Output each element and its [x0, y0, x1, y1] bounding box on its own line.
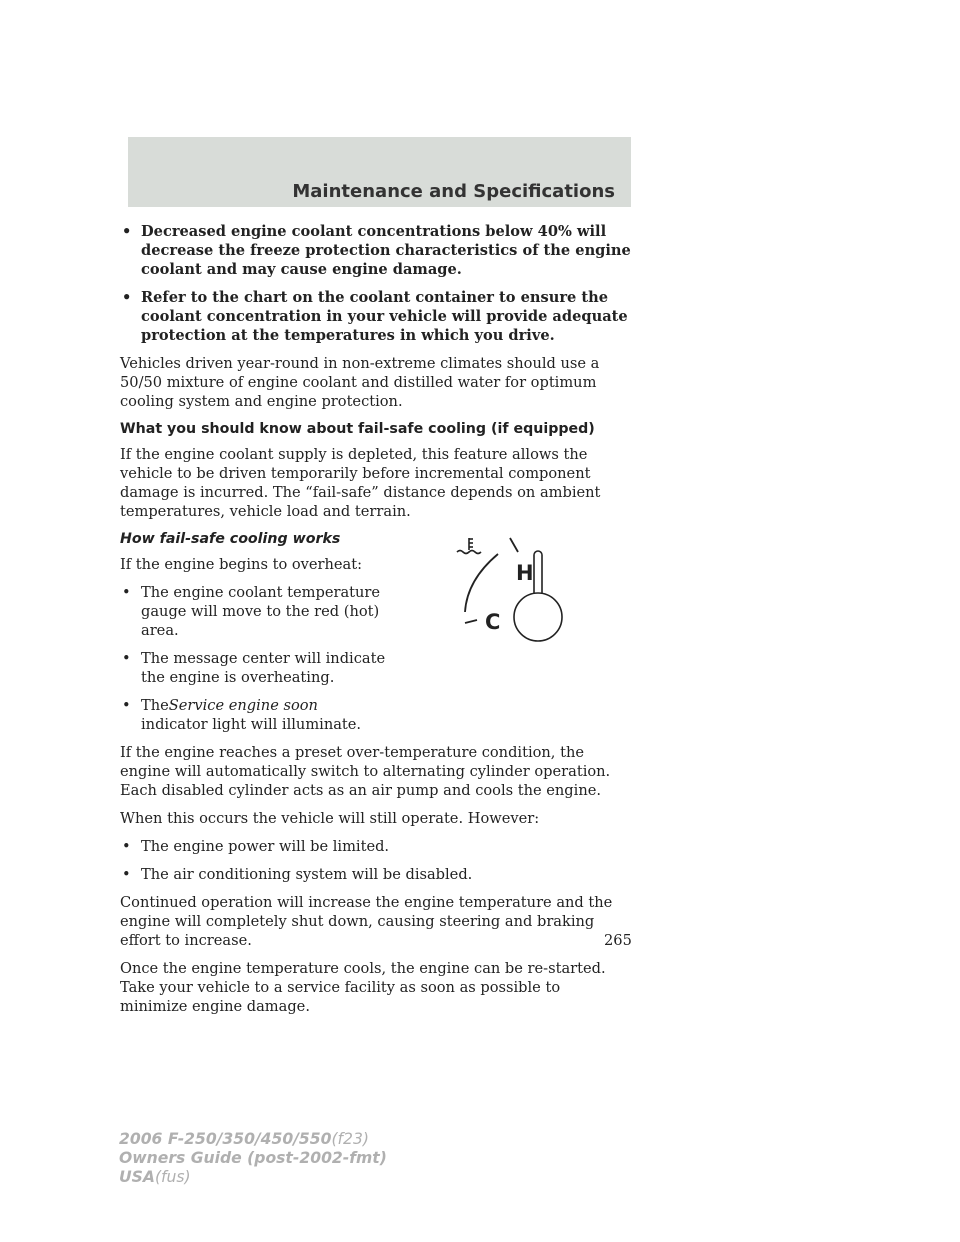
bullet-marker: •	[122, 223, 132, 240]
bullet-marker: •	[122, 289, 132, 306]
bullet-marker: •	[122, 838, 131, 855]
section-title: Maintenance and Specifications	[292, 181, 615, 202]
bullet-text: Decreased engine coolant concentrations below 40% will decrease the freeze protection characteristics of the engine coolant and may cause engine damage.	[141, 223, 631, 278]
bullet-message-center	[120, 649, 409, 687]
thermometer-stem	[534, 551, 542, 597]
bullet-text-prefix: The	[141, 697, 169, 714]
bullet-power-limited	[120, 837, 632, 856]
bullet-text: Refer to the chart on the coolant container to ensure the coolant concentration in your vehicle will provide adequate protection at the temperatures in which you drive.	[141, 289, 628, 344]
bullet-text: The air conditioning system will be disabled.	[141, 866, 473, 883]
bullet-text: The engine coolant temperature gauge will move to the red (hot) area.	[141, 584, 381, 639]
paragraph-mixture: Vehicles driven year-round in non-extreme climates should use a 50/50 mixture of engine coolant and distilled water for optimum cooling system and engine protection.	[120, 355, 600, 410]
heading-how-it-works: How fail-safe cooling works	[120, 531, 341, 547]
bullet-marker: •	[122, 866, 131, 883]
paragraph-cools: Once the engine temperature cools, the engine can be re-started. Take your vehicle to a service facility as soon as possible to minimize engine damage.	[120, 960, 606, 1015]
service-engine-soon-text: Service engine soon	[168, 697, 318, 714]
bullet-service-light	[120, 696, 409, 734]
footer-model-code: (f23)	[331, 1130, 369, 1148]
bullet-marker: •	[122, 584, 131, 601]
heading-fail-safe: What you should know about fail-safe cooling (if equipped)	[120, 421, 595, 437]
footer-model: 2006 F-250/350/450/550	[119, 1130, 332, 1148]
paragraph-continued: Continued operation will increase the engine temperature and the engine will completely shut down, causing steering and braking effort to increase.	[120, 894, 613, 949]
bullet-text: The engine power will be limited.	[141, 838, 390, 855]
paragraph-preset: If the engine reaches a preset over-temperature condition, the engine will automatically switch to alternating cylinder operation. Each disabled cylinder acts as an air pump and cools the engine.	[120, 744, 611, 799]
temperature-gauge-illustration	[445, 524, 585, 644]
gauge-cold-label: C	[485, 610, 501, 634]
paragraph-occurs: When this occurs the vehicle will still operate. However:	[120, 810, 540, 827]
gauge-hot-label: H	[516, 561, 534, 585]
section-header-band	[128, 137, 631, 207]
footer-line-model	[119, 1130, 387, 1149]
bullet-ac-disabled	[120, 865, 632, 884]
gauge-arc	[465, 554, 498, 612]
hot-tick	[510, 538, 518, 552]
bullet-gauge-red	[120, 583, 409, 640]
coolant-temperature-icon	[457, 538, 481, 554]
footer-region-code: (fus)	[154, 1168, 191, 1186]
footer-line-region	[119, 1168, 387, 1187]
bullet-marker: •	[122, 697, 131, 714]
bullet-text-suffix: indicator light will illuminate.	[141, 716, 362, 733]
footer-region: USA	[119, 1168, 155, 1186]
cold-tick	[465, 620, 477, 623]
paragraph-fail-safe: If the engine coolant supply is depleted, this feature allows the vehicle to be driven temporarily before incremental component damage is incurred. The “fail-safe” distance depends on ambient temperatures, vehicle load and terrain.	[120, 446, 601, 520]
page-number: 265	[604, 932, 632, 949]
bullet-coolant-chart	[120, 288, 632, 345]
thermometer-bulb	[514, 593, 562, 641]
bullet-text: The message center will indicate the engine is overheating.	[141, 650, 386, 686]
bullet-coolant-concentration	[120, 222, 632, 279]
bullet-marker: •	[122, 650, 131, 667]
footer-guide-format: Owners Guide (post-2002-fmt)	[119, 1149, 387, 1167]
paragraph-overheat: If the engine begins to overheat:	[120, 556, 363, 573]
footer-document-info	[119, 1130, 387, 1187]
